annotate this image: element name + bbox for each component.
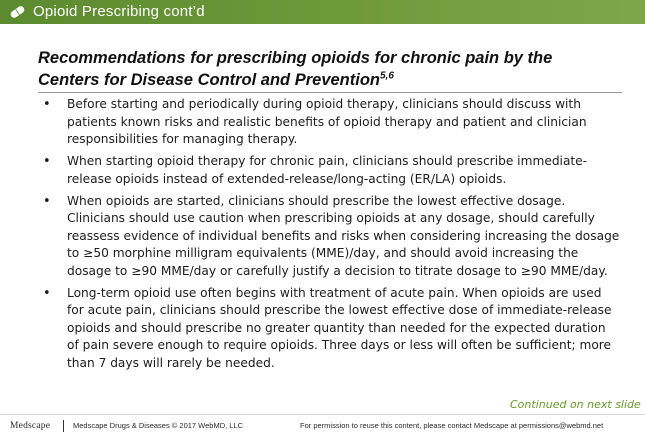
slide-title-line-1: Recommendations for prescribing opioids for chronic pain by the — [38, 49, 553, 67]
slide-title — [38, 47, 608, 91]
medscape-logo: Medscape — [10, 421, 51, 431]
title-divider — [38, 92, 622, 93]
slide-title-line-2-text: Centers for Disease Control and Prevention — [38, 71, 380, 89]
recommendation-list — [40, 96, 620, 377]
slide-title-line-2 — [38, 69, 608, 91]
continued-next-slide-label: Continued on next slide — [510, 398, 641, 411]
recommendation-item: • Before starting and periodically during opioid therapy, clinicians should discuss with patients known risks and realistic benefits of opioid therapy and patient and clinician responsibilities for managing therapy. — [40, 96, 620, 149]
recommendation-item: • Long-term opioid use often begins with treatment of acute pain. When opioids are used for acute pain, clinicians should prescribe the lowest effective dose of immediate-release opioids and should prescribe no greater quantity than needed for the expected duration of pain severe enough to require opioids. Three days or less will often be sufficient; more than 7 days will rarely be needed. — [40, 285, 620, 373]
footer-separator — [63, 420, 64, 432]
footer-permissions: For permission to reuse this content, please contact Medscape at permissions@webmd.net — [300, 421, 604, 430]
slide-footer — [0, 414, 645, 439]
citation-superscript: 5,6 — [380, 70, 394, 82]
recommendation-item: • When opioids are started, clinicians should prescribe the lowest effective dosage. Clinicians should use caution when prescribing opioids at any dosage, should carefully reassess evidence of individual benefits and risks when considering increasing the dosage to ≥50 morphine milligram equivalents (MME)/day, and should avoid increasing the dosage to ≥90 MME/day or carefully justify a decision to titrate dosage to ≥90 MME/day. — [40, 193, 620, 281]
recommendation-item: • When starting opioid therapy for chronic pain, clinicians should prescribe immediate-release opioids instead of extended-release/long-acting (ER/LA) opioids. — [40, 153, 620, 188]
slide-header-bar — [0, 0, 645, 24]
pill-icon — [9, 5, 26, 19]
footer-copyright: Medscape Drugs & Diseases © 2017 WebMD, LLC — [73, 421, 244, 430]
header-title: Opioid Prescribing cont’d — [33, 3, 205, 20]
